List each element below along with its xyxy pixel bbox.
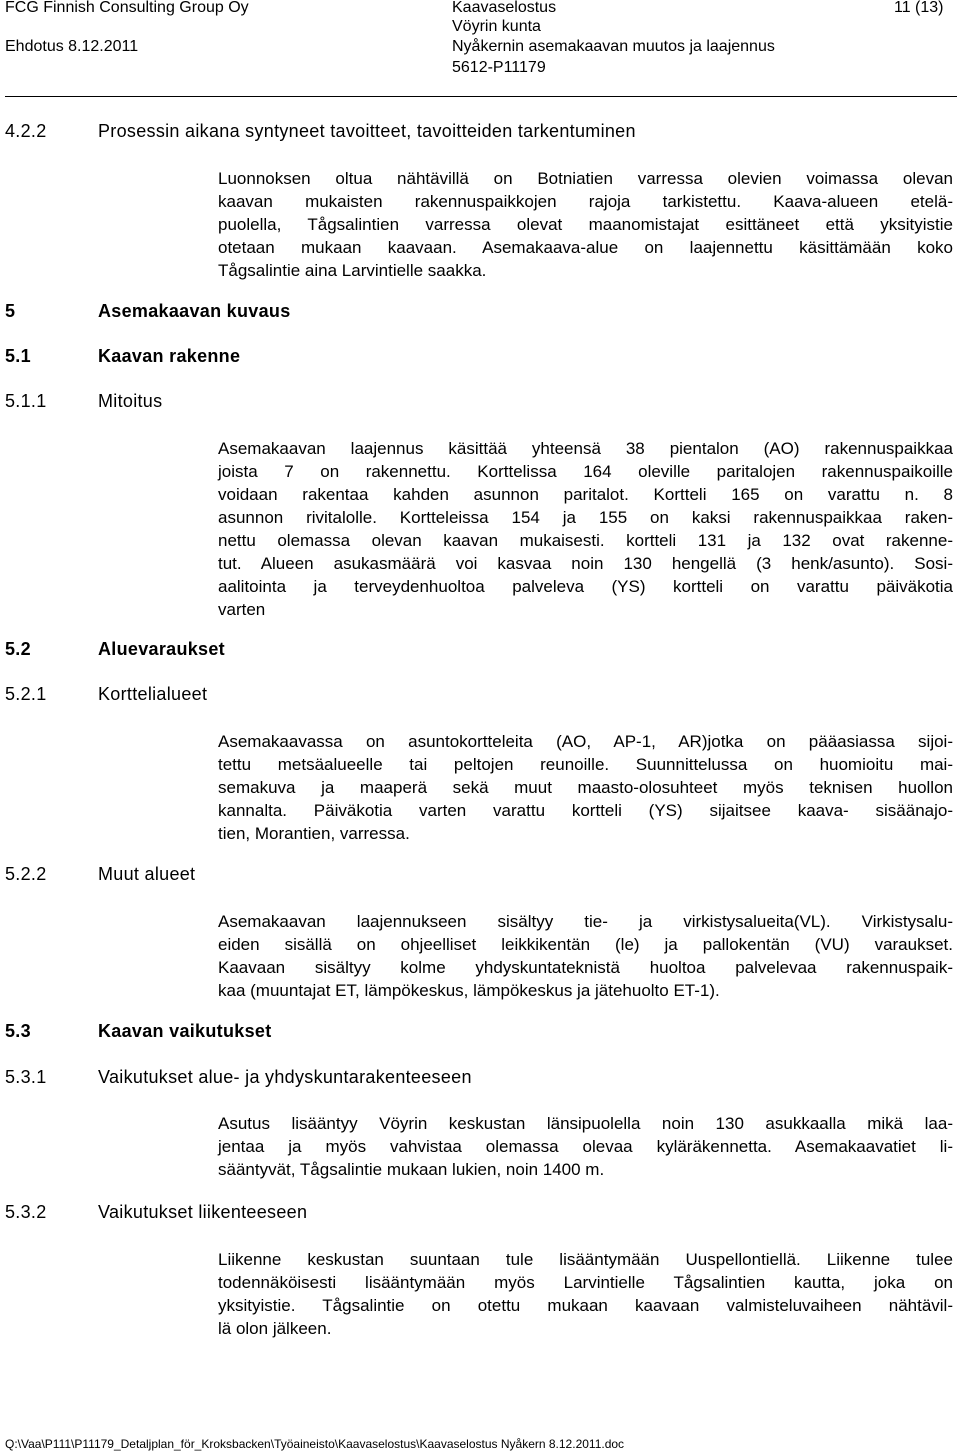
heading-number: 5.2.1 <box>5 684 47 704</box>
heading-5-2-1 <box>5 684 207 705</box>
heading-4-2-2 <box>5 121 636 142</box>
heading-5-3-2 <box>5 1202 307 1223</box>
paragraph-line: asunnon rivitalolle. Kortteleissa 154 ja 155 on kaksi rakennuspaikkaa raken- <box>218 508 953 527</box>
paragraph-line: aalitointa ja terveydenhuoltoa palveleva (YS) kortteli on varattu päiväkotia <box>218 577 953 596</box>
paragraph-line: sääntyvät, Tågsalintie mukaan lukien, noin 1400 m. <box>218 1160 605 1179</box>
header-project-code: 5612-P11179 <box>452 59 546 76</box>
heading-title: Kaavan vaikutukset <box>98 1021 272 1041</box>
heading-title: Vaikutukset alue- ja yhdyskuntarakenteeseen <box>98 1067 472 1087</box>
paragraph-line: Kaavaan sisältyy kolme yhdyskuntateknistä huoltoa palvelevaa rakennuspaik- <box>218 958 953 977</box>
heading-5 <box>5 301 291 322</box>
heading-number: 5 <box>5 301 16 321</box>
heading-number: 5.1 <box>5 346 31 366</box>
header-doc-type: Kaavaselostus <box>452 0 557 16</box>
paragraph-line: tettu metsäalueelle tai peltojen reunoille. Suunnittelussa on huomioitu mai- <box>218 755 953 774</box>
heading-number: 4.2.2 <box>5 121 47 141</box>
heading-number: 5.2.2 <box>5 864 47 884</box>
paragraph-other-areas <box>218 910 953 1002</box>
paragraph-line: lä olon jälkeen. <box>218 1319 332 1338</box>
paragraph-line: tut. Alueen asukasmäärä voi kasvaa noin 130 hengellä (3 henk/asunto). Sosi- <box>218 554 953 573</box>
heading-5-1-1 <box>5 391 162 412</box>
footer-file-path: Q:\Vaa\P111\P11179_Detaljplan_för_Kroksbacken\Työaineisto\Kaavaselostus\Kaavaselostus Nyåkern 8.12.2011.doc <box>5 1437 625 1451</box>
paragraph-line: Liikenne keskustan suuntaan tule lisääntymään Uuspellontiellä. Liikenne tulee <box>218 1250 953 1269</box>
header-draft-date: Ehdotus 8.12.2011 <box>5 38 139 55</box>
paragraph-line: tien, Morantien, varressa. <box>218 824 410 843</box>
paragraph-traffic <box>218 1248 953 1340</box>
paragraph-line: Tågsalintie aina Larvintielle saakka. <box>218 261 487 280</box>
paragraph-line: puolella, Tågsalintien varressa olevat maanomistajat esittäneet että yksityistie <box>218 215 953 234</box>
paragraph-dimensioning <box>218 437 953 621</box>
paragraph-line: otetaan mukaan kaavaan. Asemakaava-alue on laajennettu käsittämään koko <box>218 238 953 257</box>
heading-title: Kaavan rakenne <box>98 346 241 366</box>
paragraph-line: joista 7 on rakennettu. Korttelissa 164 oleville paritalojen rakennuspaikoille <box>218 462 953 481</box>
paragraph-line: kannalta. Päiväkotia varten varattu kortteli (YS) sijaitsee kaava- sisäänajo- <box>218 801 953 820</box>
heading-title: Asemakaavan kuvaus <box>98 301 291 321</box>
heading-number: 5.3.2 <box>5 1202 47 1222</box>
paragraph-line: kaavan mukaisten rakennuspaikkojen rajoja tarkistettu. Kaava-alueen etelä- <box>218 192 953 211</box>
heading-number: 5.3 <box>5 1021 31 1041</box>
paragraph-block-areas <box>218 730 953 845</box>
heading-number: 5.3.1 <box>5 1067 47 1087</box>
header-page-number: 11 (13) <box>894 0 944 16</box>
heading-5-2 <box>5 639 225 660</box>
heading-5-2-2 <box>5 864 195 885</box>
paragraph-community-structure <box>218 1112 953 1181</box>
heading-title: Korttelialueet <box>98 684 208 704</box>
paragraph-line: Luonnoksen oltua nähtävillä on Botniatien varressa olevien voimassa olevan <box>218 169 953 188</box>
header-divider <box>5 96 957 97</box>
heading-5-3 <box>5 1021 271 1042</box>
heading-5-3-1 <box>5 1067 472 1088</box>
heading-title: Vaikutukset liikenteeseen <box>98 1202 308 1222</box>
paragraph-line: nettu olemassa olevan kaavan mukaisesti. kortteli 131 ja 132 ovat rakenne- <box>218 531 953 550</box>
heading-number: 5.2 <box>5 639 31 659</box>
paragraph-line: Asemakaavassa on asuntokortteleita (AO, AP-1, AR)jotka on pääasiassa sijoi- <box>218 732 953 751</box>
paragraph-line: Asemakaavan laajennus käsittää yhteensä 38 pientalon (AO) rakennuspaikkaa <box>218 439 953 458</box>
paragraph-line: Asemakaavan laajennukseen sisältyy tie- ja virkistysalueita(VL). Virkistysalu- <box>218 912 953 931</box>
paragraph-line: kaa (muuntajat ET, lämpökeskus, lämpökeskus ja jätehuolto ET-1). <box>218 981 720 1000</box>
heading-title: Mitoitus <box>98 391 163 411</box>
paragraph-line: jentaa ja myös vahvistaa olemassa olevaa kyläräkennetta. Asemakaavatiet li- <box>218 1137 953 1156</box>
heading-title: Aluevaraukset <box>98 639 225 659</box>
paragraph-line: voidaan rakentaa kahden asunnon paritalot. Kortteli 165 on varattu n. 8 <box>218 485 953 504</box>
paragraph-line: Asutus lisääntyy Vöyrin keskustan länsipuolella noin 130 asukkaalla mikä laa- <box>218 1114 953 1133</box>
header-project: Nyåkernin asemakaavan muutos ja laajennus <box>452 38 775 55</box>
heading-number: 5.1.1 <box>5 391 47 411</box>
paragraph-line: semakuva ja maaperä sekä muut maasto-olosuhteet myös teknisen huollon <box>218 778 953 797</box>
paragraph-line: todennäköisesti lisääntymään myös Larvintielle Tågsalintien kautta, joka on <box>218 1273 953 1292</box>
header-company: FCG Finnish Consulting Group Oy <box>5 0 249 16</box>
heading-title: Muut alueet <box>98 864 196 884</box>
paragraph-line: varten <box>218 600 266 619</box>
heading-title: Prosessin aikana syntyneet tavoitteet, tavoitteiden tarkentuminen <box>98 121 636 141</box>
paragraph-line: eiden sisällä on ohjeelliset leikkikentän (le) ja pallokentän (VU) varaukset. <box>218 935 953 954</box>
heading-5-1 <box>5 346 240 367</box>
paragraph-goals <box>218 167 953 282</box>
paragraph-line: yksityistie. Tågsalintie on otettu mukaan kaavaan valmisteluvaiheen nähtävil- <box>218 1296 953 1315</box>
header-municipality: Vöyrin kunta <box>452 18 541 35</box>
